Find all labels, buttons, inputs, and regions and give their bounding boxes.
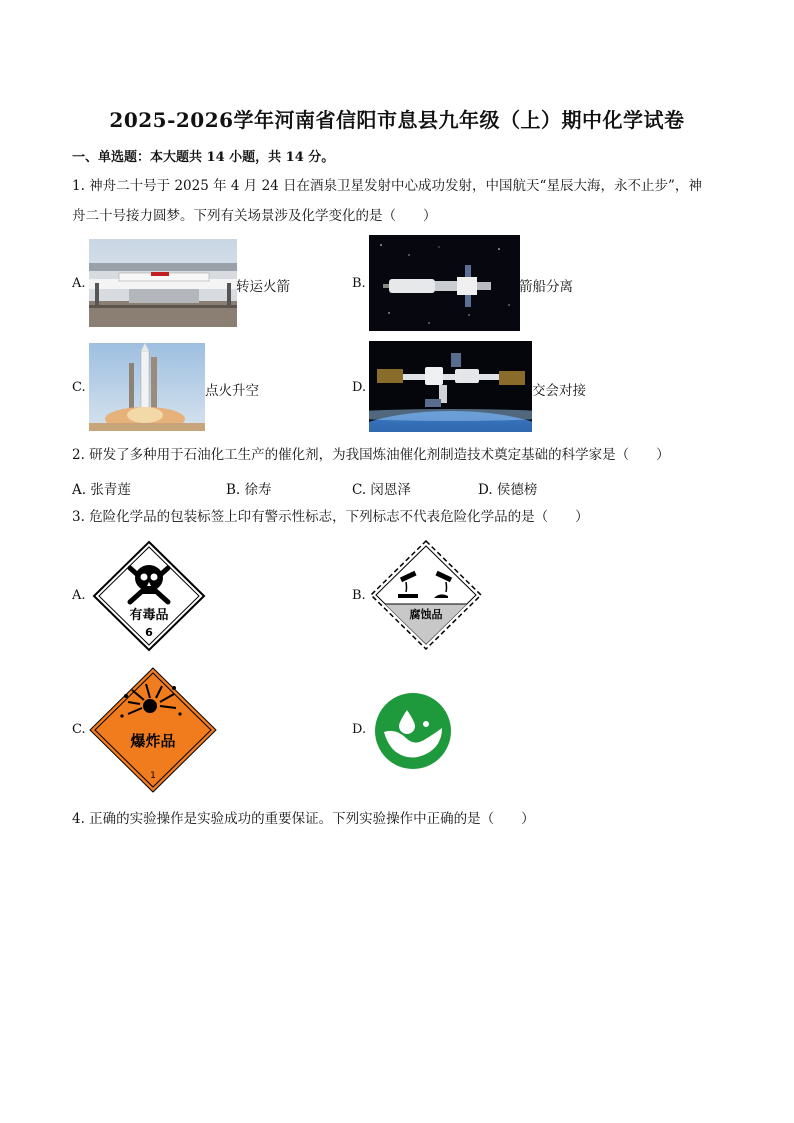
q3-option-d-label: D. — [352, 722, 367, 737]
corrosive-sign-label: 腐蚀品 — [409, 608, 443, 621]
q3-option-b-label: B. — [352, 588, 366, 603]
q3-option-c-label: C. — [72, 722, 86, 737]
question-2: 2. 研发了多种用于石油化工生产的催化剂，为我国炼油催化剂制造技术奠定基础的科学家是（ ） — [72, 447, 670, 463]
question-1-line-2: 舟二十号接力圆梦。下列有关场景涉及化学变化的是（ ） — [72, 208, 437, 224]
q1-option-a-text: 转运火箭 — [236, 279, 290, 295]
q2-option-b: B. 徐寿 — [226, 482, 272, 498]
explosive-sign-class: 1 — [150, 771, 156, 781]
q1-option-d-text: 交会对接 — [532, 383, 586, 399]
toxic-sign — [92, 540, 206, 652]
q1-option-c-text: 点火升空 — [205, 383, 259, 399]
q2-option-a: A. 张青莲 — [72, 482, 131, 498]
q2-option-c: C. 闵恩泽 — [352, 482, 411, 498]
corrosive-sign — [370, 540, 482, 650]
rocket-transport-photo — [89, 239, 237, 327]
q1-option-c-label: C. — [72, 380, 86, 395]
rocket-launch-photo — [89, 343, 205, 431]
toxic-sign-class: 6 — [145, 626, 153, 639]
explosive-sign-label: 爆炸品 — [130, 732, 176, 750]
explosive-sign — [88, 666, 218, 794]
exam-title: 2025-2026学年河南省信阳市息县九年级（上）期中化学试卷 — [109, 108, 685, 132]
q2-option-d: D. 侯德榜 — [478, 482, 538, 498]
q1-option-a-label: A. — [72, 276, 86, 291]
space-station-docking-photo — [369, 341, 532, 432]
question-4: 4. 正确的实验操作是实验成功的重要保证。下列实验操作中正确的是（ ） — [72, 811, 535, 827]
section-heading: 一、单选题：本大题共 14 小题，共 14 分。 — [72, 150, 335, 165]
question-1-line-1: 1. 神舟二十号于 2025 年 4 月 24 日在酒泉卫星发射中心成功发射，中国航天“星辰大海，永不止步”，神 — [72, 178, 702, 194]
q1-option-b-text: 箭船分离 — [519, 279, 573, 295]
water-saving-logo — [374, 692, 452, 770]
question-3: 3. 危险化学品的包装标签上印有警示性标志，下列标志不代表危险化学品的是（ ） — [72, 509, 589, 525]
q3-option-a-label: A. — [72, 588, 86, 603]
q1-option-d-label: D. — [352, 380, 367, 395]
q1-option-b-label: B. — [352, 276, 366, 291]
spacecraft-separation-photo — [369, 235, 520, 331]
toxic-sign-label: 有毒品 — [129, 608, 169, 623]
